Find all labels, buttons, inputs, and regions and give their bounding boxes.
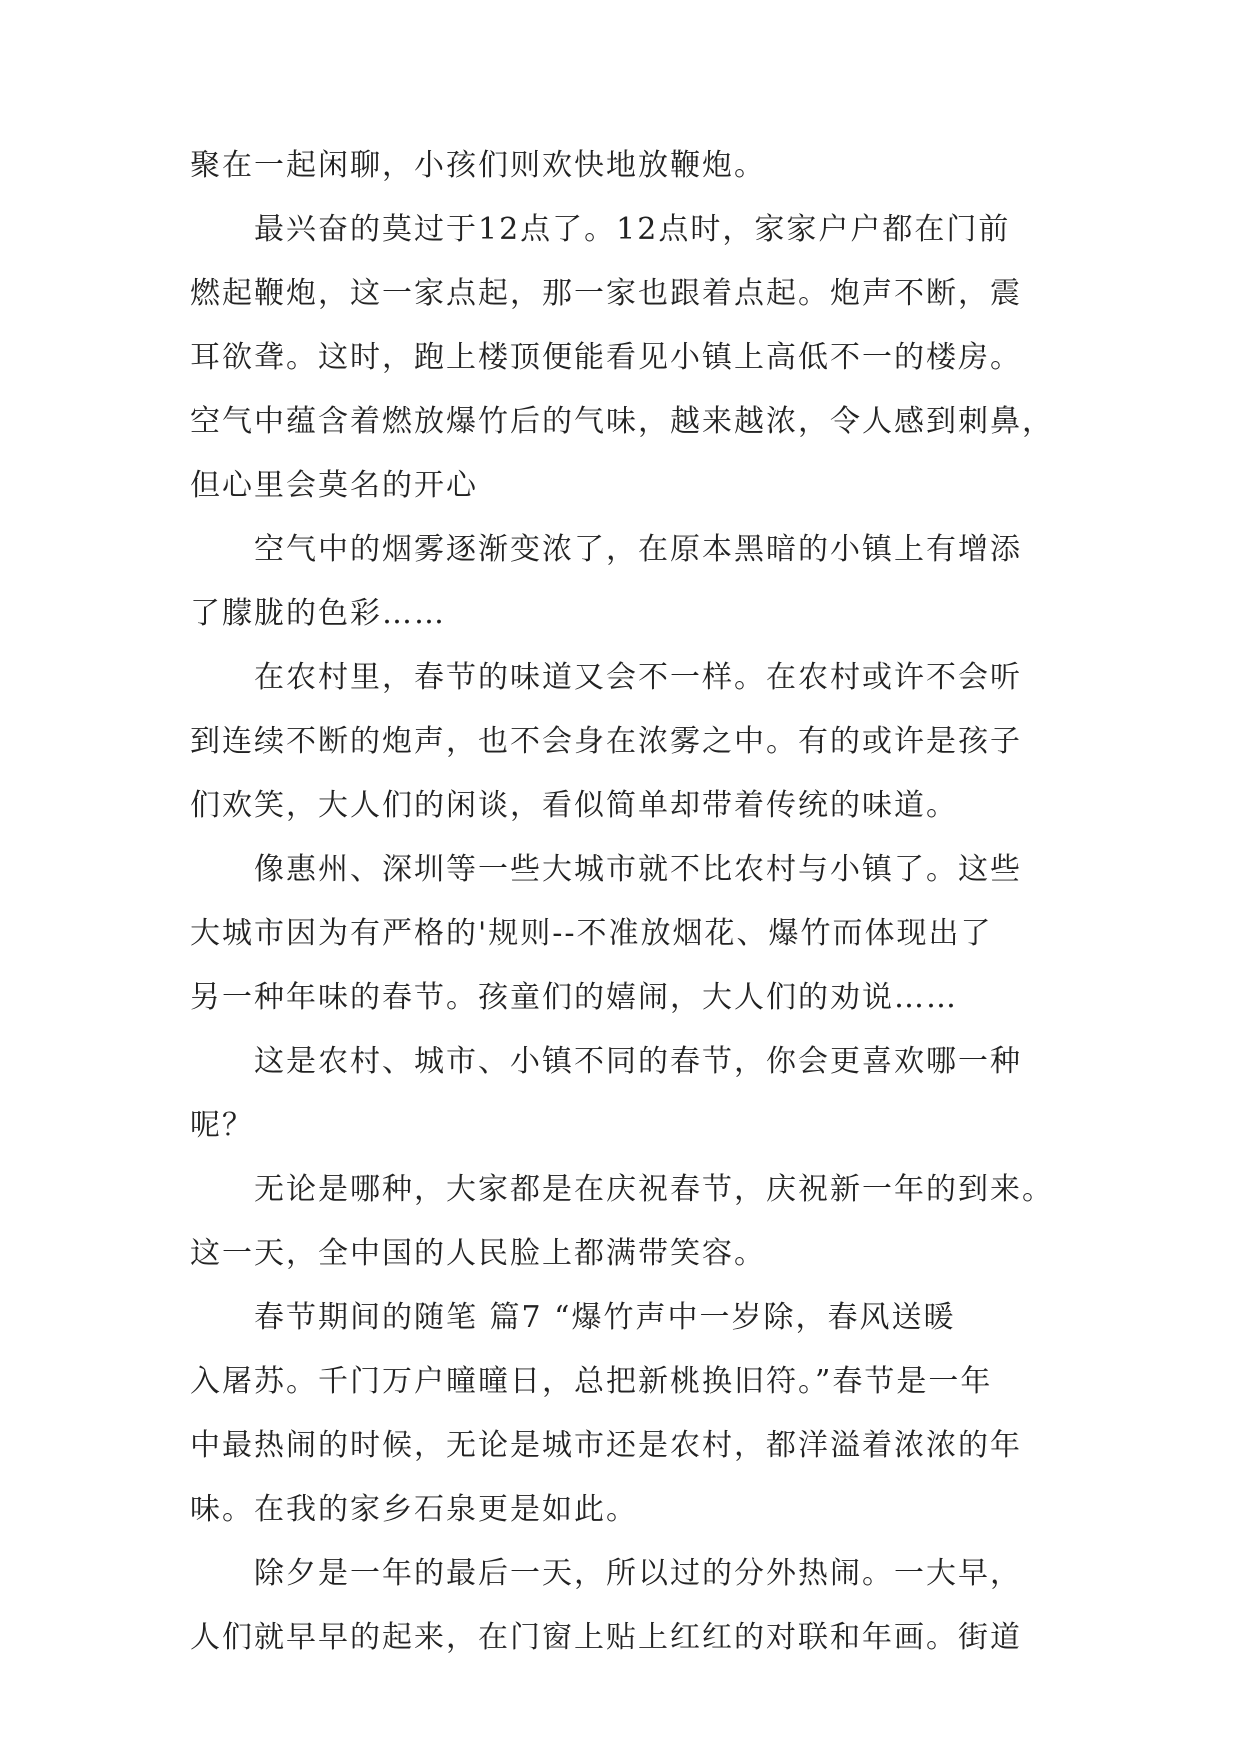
text-line: 耳欲聋。这时，跑上楼顶便能看见小镇上高低不一的楼房。: [190, 340, 1022, 375]
text-line: 聚在一起闲聊，小孩们则欢快地放鞭炮。: [190, 148, 766, 183]
paragraph-line: 在农村里，春节的味道又会不一样。在农村或许不会听: [254, 660, 1022, 695]
text-line: 中最热闹的时候，无论是城市还是农村，都洋溢着浓浓的年: [190, 1428, 1022, 1463]
text-line: 们欢笑，大人们的闲谈，看似简单却带着传统的味道。: [190, 788, 958, 823]
text-line: 这一天，全中国的人民脸上都满带笑容。: [190, 1236, 766, 1271]
text-line: 人们就早早的起来，在门窗上贴上红红的对联和年画。街道: [190, 1620, 1022, 1655]
paragraph-line: 无论是哪种，大家都是在庆祝春节，庆祝新一年的到来。: [254, 1172, 1054, 1207]
text-line: 空气中蕴含着燃放爆竹后的气味，越来越浓，令人感到刺鼻，: [190, 404, 1054, 439]
text-line: 到连续不断的炮声，也不会身在浓雾之中。有的或许是孩子: [190, 724, 1022, 759]
text-line: 燃起鞭炮，这一家点起，那一家也跟着点起。炮声不断，震: [190, 276, 1022, 311]
text-line: 另一种年味的春节。孩童们的嬉闹，大人们的劝说……: [190, 980, 958, 1015]
paragraph-line: 这是农村、城市、小镇不同的春节，你会更喜欢哪一种: [254, 1044, 1022, 1079]
text-line: 入屠苏。千门万户曈曈日，总把新桃换旧符。”春节是一年: [190, 1364, 993, 1399]
text-line: 了朦胧的色彩……: [190, 596, 446, 631]
section-heading-line: 春节期间的随笔 篇7 “爆竹声中一岁除，春风送暖: [254, 1300, 956, 1335]
paragraph-line: 空气中的烟雾逐渐变浓了，在原本黑暗的小镇上有增添: [254, 532, 1022, 567]
paragraph-line: 像惠州、深圳等一些大城市就不比农村与小镇了。这些: [254, 852, 1022, 887]
text-line: 但心里会莫名的开心: [190, 468, 478, 503]
text-line: 呢？: [190, 1108, 254, 1143]
text-line: 大城市因为有严格的'规则--不准放烟花、爆竹而体现出了: [190, 916, 993, 951]
paragraph-line: 最兴奋的莫过于12点了。12点时，家家户户都在门前: [254, 212, 1011, 247]
paragraph-line: 除夕是一年的最后一天，所以过的分外热闹。一大早，: [254, 1556, 1022, 1591]
text-line: 味。在我的家乡石泉更是如此。: [190, 1492, 638, 1527]
